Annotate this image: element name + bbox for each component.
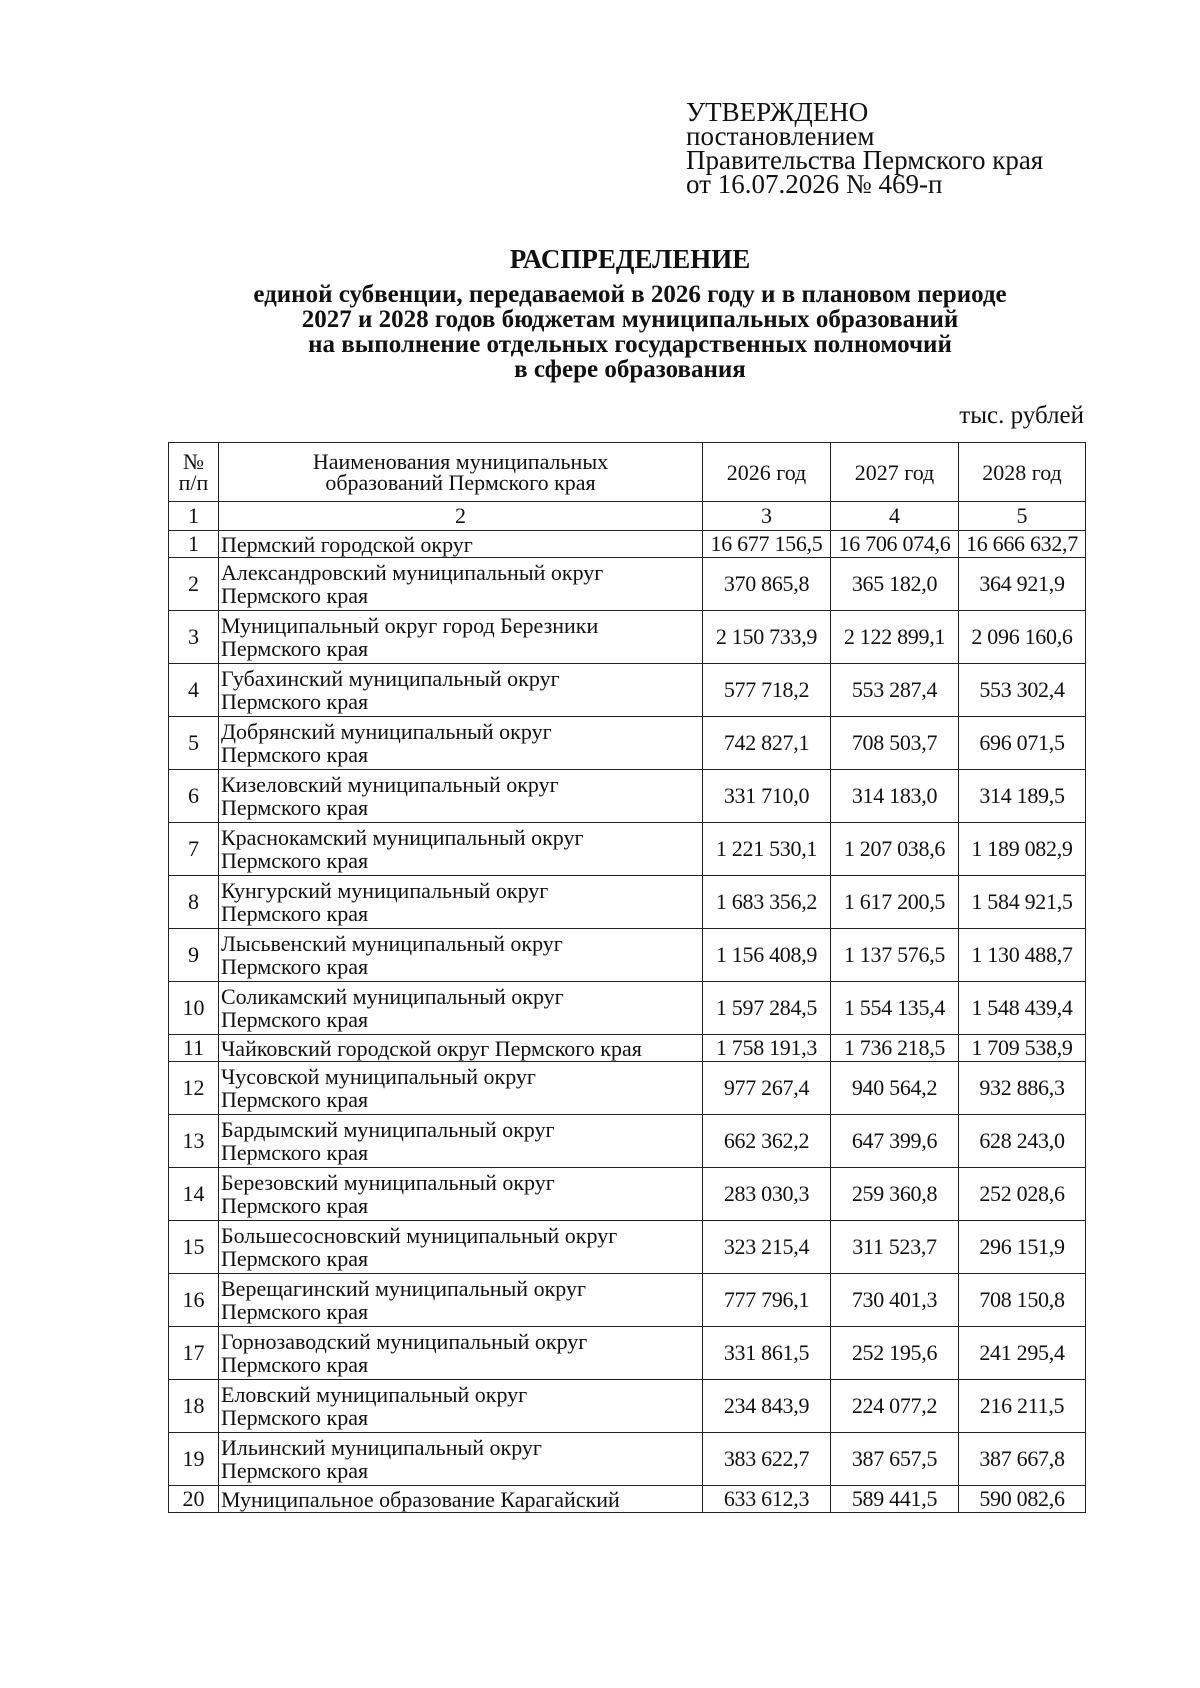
distribution-table [168, 442, 1086, 1513]
row-number: 1 [169, 531, 219, 558]
municipality-name: Большесосновский муниципальный округ Пермского края [219, 1221, 703, 1274]
value-2026: 331 861,5 [703, 1327, 831, 1380]
value-2027: 1 207 038,6 [831, 823, 959, 876]
value-2027: 647 399,6 [831, 1115, 959, 1168]
row-number: 15 [169, 1221, 219, 1274]
value-2026: 977 267,4 [703, 1062, 831, 1115]
row-number: 12 [169, 1062, 219, 1115]
table-row [169, 1221, 1086, 1274]
municipality-name: Чайковский городской округ Пермского края [219, 1035, 703, 1062]
table-row [169, 531, 1086, 558]
value-2026: 1 597 284,5 [703, 982, 831, 1035]
municipality-name: Бардымский муниципальный округ Пермского края [219, 1115, 703, 1168]
municipality-name: Еловский муниципальный округ Пермского края [219, 1380, 703, 1433]
table-row [169, 1327, 1086, 1380]
municipality-name: Муниципальное образование Карагайский [219, 1486, 703, 1513]
subtitle-line: единой субвенции, передаваемой в 2026 году и в плановом периоде [253, 281, 1007, 308]
value-2027: 1 617 200,5 [831, 876, 959, 929]
value-2028: 241 295,4 [959, 1327, 1086, 1380]
municipality-name: Чусовской муниципальный округ Пермского края [219, 1062, 703, 1115]
municipality-name: Добрянский муниципальный округ Пермского края [219, 717, 703, 770]
value-2026: 383 622,7 [703, 1433, 831, 1486]
value-2027: 365 182,0 [831, 558, 959, 611]
table-row [169, 1486, 1086, 1513]
units-label: тыс. рублей [959, 402, 1084, 429]
value-2026: 577 718,2 [703, 664, 831, 717]
table-row [169, 770, 1086, 823]
row-number: 4 [169, 664, 219, 717]
value-2028: 628 243,0 [959, 1115, 1086, 1168]
value-2027: 259 360,8 [831, 1168, 959, 1221]
value-2027: 730 401,3 [831, 1274, 959, 1327]
table-row [169, 929, 1086, 982]
table-row [169, 1035, 1086, 1062]
municipality-name: Горнозаводский муниципальный округ Пермского края [219, 1327, 703, 1380]
table-row [169, 1168, 1086, 1221]
table-row [169, 876, 1086, 929]
municipality-name: Кизеловский муниципальный округ Пермского края [219, 770, 703, 823]
value-2026: 1 758 191,3 [703, 1035, 831, 1062]
row-number: 11 [169, 1035, 219, 1062]
approval-date: от 16.07.2026 № 469-п [686, 169, 943, 199]
value-2027: 553 287,4 [831, 664, 959, 717]
approval-title: УТВЕРЖДЕНО [686, 97, 869, 127]
header-2028: 2028 год [959, 443, 1086, 502]
value-2026: 323 215,4 [703, 1221, 831, 1274]
value-2028: 1 709 538,9 [959, 1035, 1086, 1062]
row-number: 14 [169, 1168, 219, 1221]
header-num: № п/п [169, 443, 219, 502]
value-2026: 742 827,1 [703, 717, 831, 770]
row-number: 2 [169, 558, 219, 611]
approval-stamp [686, 97, 1044, 199]
value-2027: 1 736 218,5 [831, 1035, 959, 1062]
value-2028: 590 082,6 [959, 1486, 1086, 1513]
value-2026: 16 677 156,5 [703, 531, 831, 558]
subtitle-line: 2027 и 2028 годов бюджетам муниципальных образований [301, 306, 959, 333]
header-name: Наименования муниципальных образований Пермского края [219, 443, 703, 502]
approval-line: Правительства Пермского края [686, 145, 1044, 175]
value-2028: 387 667,8 [959, 1433, 1086, 1486]
row-number: 19 [169, 1433, 219, 1486]
column-number: 1 [169, 502, 219, 531]
value-2026: 2 150 733,9 [703, 611, 831, 664]
municipality-name: Березовский муниципальный округ Пермского края [219, 1168, 703, 1221]
value-2028: 932 886,3 [959, 1062, 1086, 1115]
row-number: 17 [169, 1327, 219, 1380]
row-number: 6 [169, 770, 219, 823]
approval-line: постановлением [686, 121, 875, 151]
municipality-name: Верещагинский муниципальный округ Пермского края [219, 1274, 703, 1327]
value-2026: 662 362,2 [703, 1115, 831, 1168]
value-2026: 777 796,1 [703, 1274, 831, 1327]
value-2028: 2 096 160,6 [959, 611, 1086, 664]
value-2028: 314 189,5 [959, 770, 1086, 823]
row-number: 5 [169, 717, 219, 770]
value-2028: 296 151,9 [959, 1221, 1086, 1274]
column-number: 5 [959, 502, 1086, 531]
municipality-name: Александровский муниципальный округ Пермского края [219, 558, 703, 611]
row-number: 13 [169, 1115, 219, 1168]
column-number: 4 [831, 502, 959, 531]
municipality-name: Лысьвенский муниципальный округ Пермского края [219, 929, 703, 982]
municipality-name: Пермский городской округ [219, 531, 703, 558]
municipality-name: Кунгурский муниципальный округ Пермского края [219, 876, 703, 929]
value-2027: 16 706 074,6 [831, 531, 959, 558]
value-2026: 370 865,8 [703, 558, 831, 611]
value-2027: 252 195,6 [831, 1327, 959, 1380]
municipality-name: Губахинский муниципальный округ Пермского края [219, 664, 703, 717]
value-2028: 252 028,6 [959, 1168, 1086, 1221]
value-2026: 1 683 356,2 [703, 876, 831, 929]
value-2028: 1 189 082,9 [959, 823, 1086, 876]
value-2028: 696 071,5 [959, 717, 1086, 770]
subtitle-line: в сфере образования [514, 356, 746, 383]
municipality-name: Муниципальный округ город Березники Пермского края [219, 611, 703, 664]
municipality-name: Краснокамский муниципальный округ Пермского края [219, 823, 703, 876]
value-2027: 2 122 899,1 [831, 611, 959, 664]
row-number: 20 [169, 1486, 219, 1513]
value-2027: 1 554 135,4 [831, 982, 959, 1035]
value-2028: 1 584 921,5 [959, 876, 1086, 929]
value-2028: 1 548 439,4 [959, 982, 1086, 1035]
table-row [169, 1115, 1086, 1168]
value-2026: 1 221 530,1 [703, 823, 831, 876]
value-2027: 589 441,5 [831, 1486, 959, 1513]
table-row [169, 1274, 1086, 1327]
column-number: 3 [703, 502, 831, 531]
column-number-row [169, 502, 1086, 531]
subtitle-line: на выполнение отдельных государственных полномочий [308, 331, 952, 358]
value-2027: 314 183,0 [831, 770, 959, 823]
value-2026: 283 030,3 [703, 1168, 831, 1221]
table-row [169, 717, 1086, 770]
value-2028: 16 666 632,7 [959, 531, 1086, 558]
value-2027: 708 503,7 [831, 717, 959, 770]
value-2027: 311 523,7 [831, 1221, 959, 1274]
table-row [169, 982, 1086, 1035]
header-2027: 2027 год [831, 443, 959, 502]
municipality-name: Ильинский муниципальный округ Пермского края [219, 1433, 703, 1486]
value-2028: 708 150,8 [959, 1274, 1086, 1327]
table-row [169, 664, 1086, 717]
document-title: РАСПРЕДЕЛЕНИЕ [509, 244, 751, 274]
document-subtitle [180, 282, 1080, 382]
table-row [169, 1062, 1086, 1115]
value-2027: 224 077,2 [831, 1380, 959, 1433]
table-row [169, 558, 1086, 611]
table-row [169, 1433, 1086, 1486]
table-row [169, 1380, 1086, 1433]
row-number: 9 [169, 929, 219, 982]
row-number: 3 [169, 611, 219, 664]
row-number: 16 [169, 1274, 219, 1327]
row-number: 8 [169, 876, 219, 929]
value-2026: 633 612,3 [703, 1486, 831, 1513]
value-2028: 553 302,4 [959, 664, 1086, 717]
value-2027: 387 657,5 [831, 1433, 959, 1486]
row-number: 7 [169, 823, 219, 876]
table-row [169, 823, 1086, 876]
column-number: 2 [219, 502, 703, 531]
header-2026: 2026 год [703, 443, 831, 502]
value-2026: 234 843,9 [703, 1380, 831, 1433]
value-2026: 331 710,0 [703, 770, 831, 823]
table-header-row [169, 443, 1086, 502]
table-row [169, 611, 1086, 664]
value-2027: 1 137 576,5 [831, 929, 959, 982]
value-2027: 940 564,2 [831, 1062, 959, 1115]
value-2026: 1 156 408,9 [703, 929, 831, 982]
row-number: 10 [169, 982, 219, 1035]
value-2028: 1 130 488,7 [959, 929, 1086, 982]
row-number: 18 [169, 1380, 219, 1433]
value-2028: 364 921,9 [959, 558, 1086, 611]
value-2028: 216 211,5 [959, 1380, 1086, 1433]
municipality-name: Соликамский муниципальный округ Пермского края [219, 982, 703, 1035]
